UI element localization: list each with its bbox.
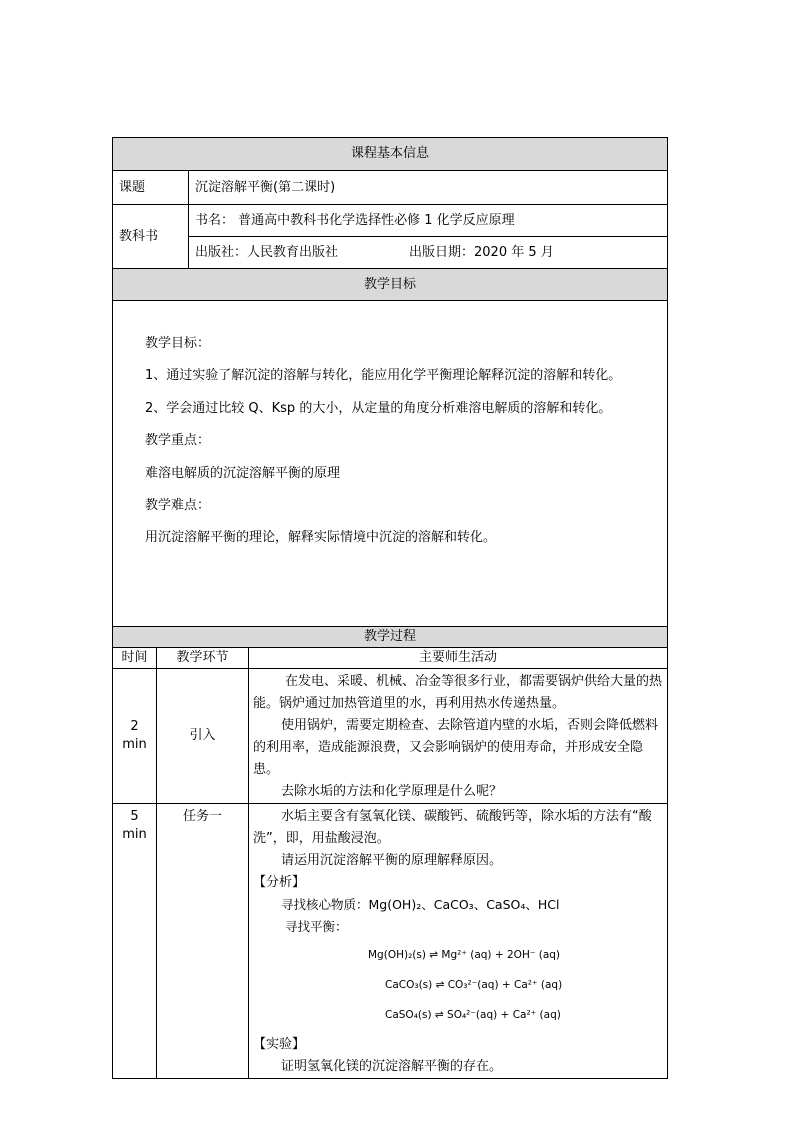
row-1-time-number: 2 [130,719,139,734]
row-1-activity [249,669,668,804]
row-1-stage: 引入 [157,669,249,804]
publisher-line [189,237,668,269]
equation-caco3: CaCO₃(s) ⇌ CO₃²⁻(aq) + Ca²⁺ (aq) [385,979,563,991]
core-substances: 寻找核心物质：Mg(OH)₂、CaCO₃、CaSO₄、HCl [281,897,560,912]
publication-date: 出版日期：2020 年 5 月 [409,244,554,260]
key-points-title: 教学重点： [145,433,211,449]
objectives-header: 教学目标 [113,269,668,301]
objectives-title: 教学目标： [145,336,211,351]
equation-mgoh2: Mg(OH)₂(s) ⇌ Mg²⁺ (aq) + 2OH⁻ (aq) [368,949,561,961]
experiment-text: 证明氢氧化镁的沉淀溶解平衡的存在。 [281,1059,503,1074]
course-info-header: 课程基本信息 [113,138,668,171]
row-2-activity [249,804,668,1079]
row-1-paragraph-1: 在发电、采暖、机械、冶金等很多行业，都需要锅炉供给大量的热能。锅炉通过加热管道里的水，再利用热水传递热量。 [253,674,663,711]
row-1-time [113,669,157,804]
column-activity: 主要师生活动 [249,648,668,669]
row-1-paragraph-3: 去除水垢的方法和化学原理是什么呢？ [281,784,503,799]
book-name: 书名： 普通高中教科书化学选择性必修 1 化学反应原理 [189,205,668,237]
lesson-plan-table [112,137,668,1079]
topic-label: 课题 [113,171,189,205]
row-2-time-unit: min [122,827,147,842]
objective-item-2: 2、学会通过比较 Q、Ksp 的大小，从定量的角度分析难溶电解质的溶解和转化。 [145,400,612,416]
row-2-intro: 水垢主要含有氢氧化镁、碳酸钙、硫酸钙等，除水垢的方法有“酸洗”，即，用盐酸浸泡。 [253,809,652,846]
find-equilibrium: 寻找平衡： [285,919,348,934]
row-2-time-number: 5 [130,809,139,824]
equations-figure [253,942,668,1028]
objectives-body [113,301,668,627]
equilibrium-equations [253,942,663,1028]
column-stage: 教学环节 [157,648,249,669]
equation-caso4: CaSO₄(s) ⇌ SO₄²⁻(aq) + Ca²⁺ (aq) [385,1009,561,1021]
row-2-question: 请运用沉淀溶解平衡的原理解释原因。 [281,853,503,868]
process-header: 教学过程 [113,627,668,648]
row-1-paragraph-2: 使用锅炉，需要定期检查、去除管道内壁的水垢，否则会降低燃料的利用率，造成能源浪费，又会影响锅炉的使用寿命，并形成安全隐患。 [253,718,659,777]
row-1-time-unit: min [122,737,147,752]
key-point-text: 难溶电解质的沉淀溶解平衡的原理 [145,465,341,481]
analysis-label: 【分析】 [253,875,306,890]
difficulty-text: 用沉淀溶解平衡的理论，解释实际情境中沉淀的溶解和转化。 [145,530,497,546]
publisher: 出版社：人民教育出版社 [195,244,339,260]
textbook-label: 教科书 [113,205,189,269]
experiment-label: 【实验】 [253,1037,306,1052]
difficulty-title: 教学难点： [145,497,211,513]
objective-item-1: 1、通过实验了解沉淀的溶解与转化，能应用化学平衡理论解释沉淀的溶解和转化。 [145,368,622,384]
row-2-time [113,804,157,1079]
row-2-stage: 任务一 [157,804,249,1079]
column-time: 时间 [113,648,157,669]
topic-value: 沉淀溶解平衡(第二课时) [189,171,668,205]
